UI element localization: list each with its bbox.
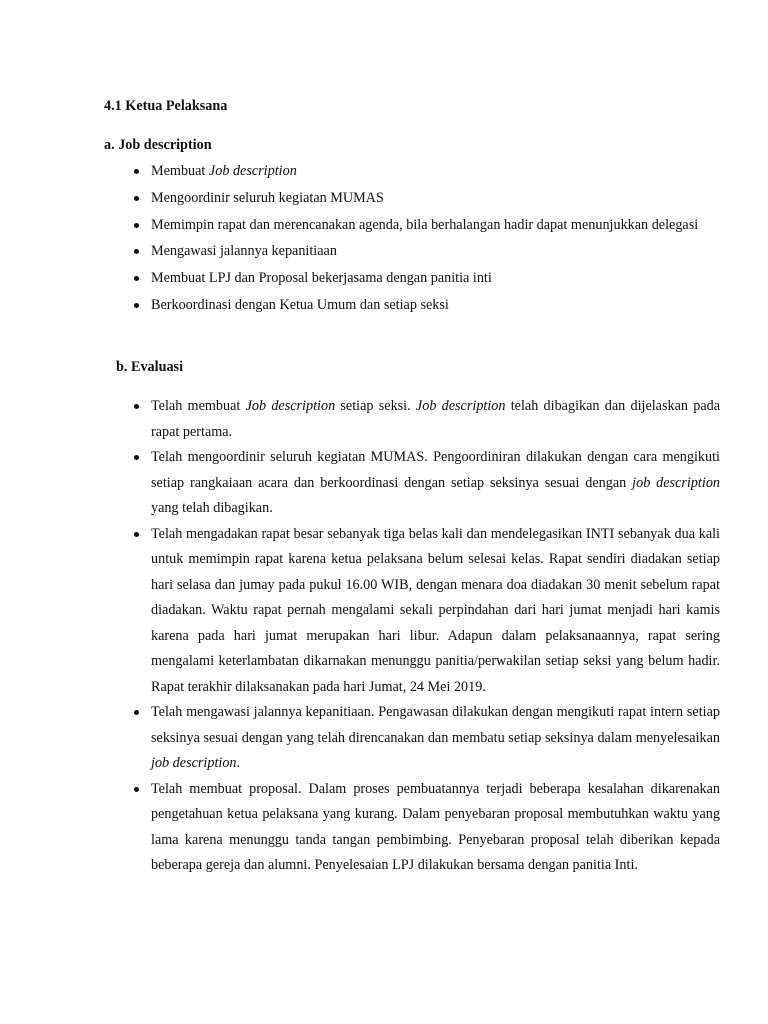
item-emphasis: job description (151, 755, 237, 771)
item-text: Memimpin rapat dan merencanakan agenda, bila berhalangan hadir dapat menunjukkan delegasi (151, 216, 699, 233)
item-text: Telah mengadakan rapat besar sebanyak tiga belas kali dan mendelegasikan INTI sebanyak dua kali untuk memimpin rapat karena ketua pelaksana belum selesai kelas. Rapat sendiri diadakan setiap hari selasa dan jumay pada pukul 16.00 WIB, dengan menara doa diadakan 30 menit sebelum rapat diadakan. Waktu rapat pernah mengalami sekali perpindahan dari hari jumat menjadi hari kamis karena pada hari jumat merupakan hari libur. Adapun dalam pelaksanaannya, rapat sering mengalami keterlambatan dikarnakan menunggu panitia/perwakilan setiap seksi yang belum hadir. Rapat terakhir dilaksanakan pada hari Jumat, 24 Mei 2019. (151, 525, 720, 695)
item-text: setiap seksi. (335, 398, 416, 414)
evaluasi-list (132, 394, 720, 879)
item-text: Membuat LPJ dan Proposal bekerjasama dengan panitia inti (151, 270, 492, 287)
item-emphasis: Job description (415, 398, 506, 414)
item-emphasis: Job description (245, 398, 336, 414)
job-description-list (132, 159, 720, 320)
list-item (132, 266, 720, 292)
list-item (132, 700, 720, 777)
item-text: Berkoordinasi dengan Ketua Umum dan setiap seksi (151, 296, 449, 313)
job-description-heading: a. Job description (104, 137, 212, 153)
list-item (132, 213, 720, 239)
item-text: Telah membuat (151, 398, 246, 414)
list-item (132, 777, 720, 879)
item-text: telah dibagikan dan dijelaskan pada rapat pertama. (151, 398, 721, 440)
item-emphasis: Job description (208, 163, 297, 179)
item-emphasis: job description (632, 474, 721, 491)
item-text: Membuat (151, 163, 209, 179)
item-text: Telah membuat proposal. Dalam proses pembuatannya terjadi beberapa kesalahan dikarenakan pengetahuan ketua pelaksana yang kurang. Dalam penyebaran proposal membutuhkan waktu yang lama karena menunggu tanda tangan pembimbing. Penyebaran proposal telah diberikan kepada beberapa gereja dan alumni. Penyelesaian LPJ dilakukan bersama dengan panitia Inti. (151, 780, 720, 873)
list-item (132, 394, 720, 445)
list-item (132, 293, 720, 319)
list-item (132, 159, 720, 185)
item-text: Telah mengawasi jalannya kepanitiaan. Pengawasan dilakukan dengan mengikuti rapat intern setiap seksinya sesuai dengan yang telah direncanakan dan membatu setiap seksinya dalam menyelesaikan (151, 704, 720, 746)
item-text: yang telah dibagikan. (151, 500, 273, 516)
list-item (132, 522, 720, 701)
evaluasi-heading: b. Evaluasi (116, 359, 184, 375)
section-title: 4.1 Ketua Pelaksana (104, 98, 228, 114)
item-text: Mengoordinir seluruh kegiatan MUMAS (151, 189, 384, 206)
item-text: . (236, 755, 241, 771)
list-item (132, 186, 720, 212)
list-item (132, 239, 720, 265)
list-item (132, 445, 720, 522)
item-text: Mengawasi jalannya kepanitiaan (151, 243, 337, 260)
item-text: Telah mengoordinir seluruh kegiatan MUMAS. Pengoordiniran dilakukan dengan cara mengikuti setiap rangkaiaan acara dan berkoordinasi dengan setiap seksinya sesuai dengan (151, 449, 720, 491)
